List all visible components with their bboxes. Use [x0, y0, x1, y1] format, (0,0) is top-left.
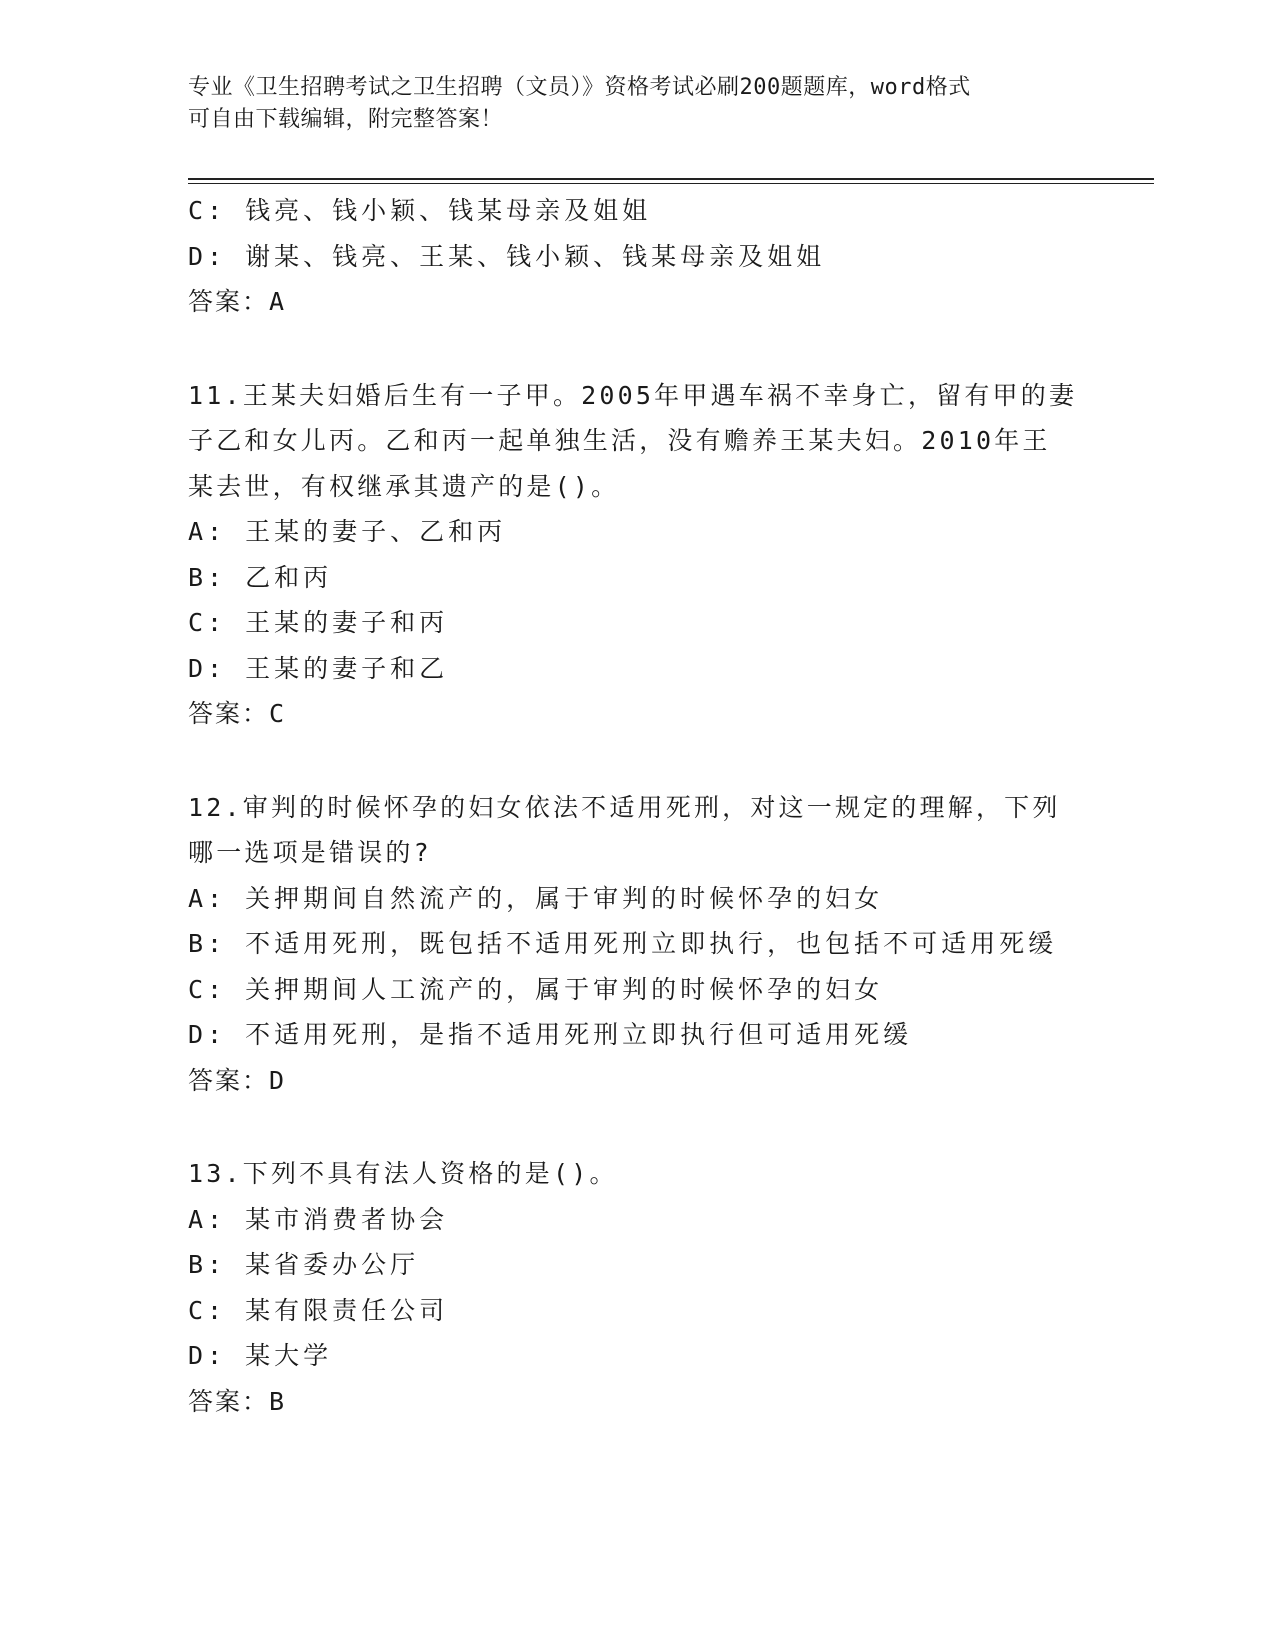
answer-label: 答案： — [188, 1065, 270, 1095]
question-text-line: 子乙和女儿丙。乙和丙一起单独生活，没有赡养王某夫妇。2010年王 — [188, 426, 1051, 455]
question-block-12 — [188, 785, 1148, 1104]
question-block-13 — [188, 1151, 1148, 1424]
answer-value: A — [269, 287, 286, 316]
answer-line — [188, 1058, 1148, 1104]
answer-line — [188, 691, 1148, 737]
option-b: B: 乙和丙 — [188, 562, 333, 592]
answer-label: 答案： — [188, 1386, 270, 1416]
header-divider — [188, 178, 1154, 184]
option-d: D: 王某的妻子和乙 — [188, 653, 449, 683]
question-text-line: 某去世，有权继承其遗产的是()。 — [188, 471, 620, 501]
answer-line — [188, 1379, 1148, 1425]
spacer — [188, 737, 1148, 785]
option-c: C: 某有限责任公司 — [188, 1295, 449, 1325]
answer-label: 答案： — [188, 699, 270, 728]
option-c: C: 钱亮、钱小颖、钱某母亲及姐姐 — [188, 196, 652, 225]
answer-value: D — [269, 1065, 286, 1095]
option-a: A: 关押期间自然流产的，属于审判的时候怀孕的妇女 — [188, 883, 884, 913]
question-list — [188, 188, 1148, 1424]
question-block-continued — [188, 188, 1148, 325]
question-text-line: 11.王某夫妇婚后生有一子甲。2005年甲遇车祸不幸身亡，留有甲的妻 — [188, 380, 1078, 410]
question-text-line: 哪一选项是错误的? — [188, 838, 432, 867]
option-c: C: 王某的妻子和丙 — [188, 608, 449, 637]
option-c: C: 关押期间人工流产的，属于审判的时候怀孕的妇女 — [188, 974, 884, 1004]
option-d: D: 某大学 — [188, 1341, 333, 1370]
option-d: D: 不适用死刑，是指不适用死刑立即执行但可适用死缓 — [188, 1020, 913, 1049]
header-title-line-1: 专业《卫生招聘考试之卫生招聘（文员）》资格考试必刷200题题库，word格式 — [188, 75, 971, 100]
answer-label: 答案： — [188, 287, 270, 316]
question-block-11 — [188, 373, 1148, 737]
option-b: B: 不适用死刑，既包括不适用死刑立即执行，也包括不可适用死缓 — [188, 929, 1058, 958]
option-d: D: 谢某、钱亮、王某、钱小颖、钱某母亲及姐姐 — [188, 241, 826, 271]
spacer — [188, 325, 1148, 373]
question-text-line: 12.审判的时候怀孕的妇女依法不适用死刑，对这一规定的理解，下列 — [188, 792, 1061, 822]
answer-value: B — [269, 1386, 286, 1416]
option-b: B: 某省委办公厅 — [188, 1250, 420, 1279]
spacer — [188, 1103, 1148, 1151]
option-a: A: 某市消费者协会 — [188, 1204, 449, 1234]
document-header — [188, 72, 1088, 136]
answer-line — [188, 279, 1148, 325]
answer-value: C — [269, 699, 286, 728]
question-text-line: 13.下列不具有法人资格的是()。 — [188, 1159, 618, 1188]
option-a: A: 王某的妻子、乙和丙 — [188, 517, 507, 546]
header-title-line-2: 可自由下载编辑，附完整答案！ — [188, 107, 504, 132]
